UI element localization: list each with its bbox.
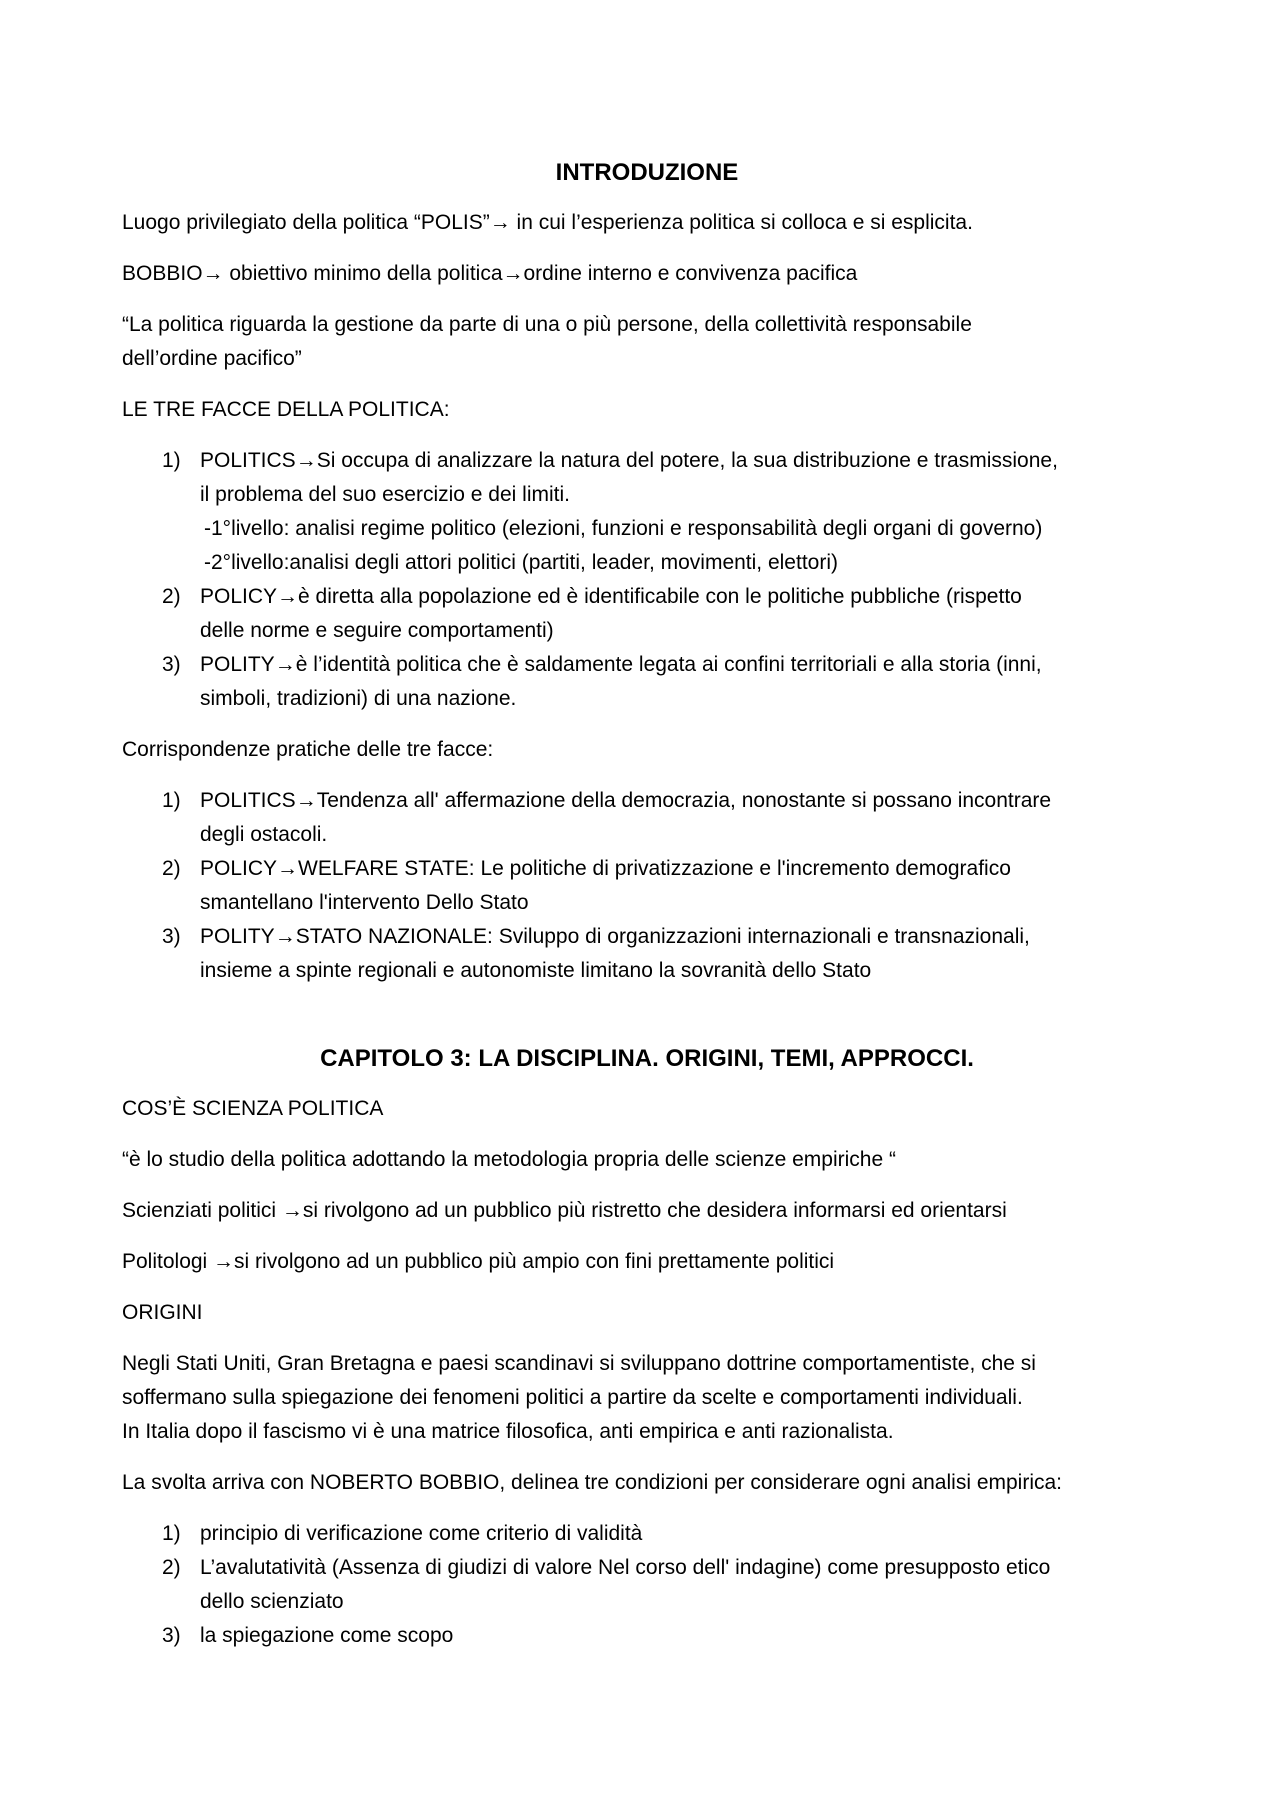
origins-heading: ORIGINI [122,1301,203,1324]
list-item [122,580,1172,648]
list-item-text: la spiegazione come scopo [200,1624,454,1647]
faces-list [122,444,1172,716]
list-item-text: il problema del suo esercizio e dei limiti. [200,483,570,506]
list-item [122,852,1172,920]
list-item-text: POLITICS→Si occupa di analizzare la natura del potere, la sua distribuzione e trasmissione, [200,449,1058,472]
list-item-text: POLICY→è diretta alla popolazione ed è identificabile con le politiche pubbliche (rispetto [200,585,1022,608]
list-item-text: insieme a spinte regionali e autonomiste limitano la sovranità dello Stato [200,959,872,982]
list-item-text: principio di verificazione come criterio di validità [200,1522,643,1545]
list-item [122,1551,1172,1619]
document-body [122,156,1172,1670]
list-item-text: L’avalutatività (Assenza di giudizi di valore Nel corso dell' indagine) come presupposto etico [200,1556,1051,1579]
origins-line: soffermano sulla spiegazione dei fenomeni politici a partire da scelte e comportamenti individuali. [122,1386,1023,1409]
list-item-text: POLICY→WELFARE STATE: Le politiche di privatizzazione e l'incremento demografico [200,857,1011,880]
list-item-text: simboli, tradizioni) di una nazione. [200,687,517,710]
list-number: 3) [162,1624,181,1647]
list-item [122,444,1172,580]
list-number: 2) [162,585,181,608]
list-item-text: degli ostacoli. [200,823,328,846]
intro-title: INTRODUZIONE [555,159,739,186]
list-item-text: dello scienziato [200,1590,344,1613]
list-item [122,648,1172,716]
politologists-paragraph: Politologi →si rivolgono ad un pubblico più ampio con fini prettamente politici [122,1250,835,1273]
chapter3-title: CAPITOLO 3: LA DISCIPLINA. ORIGINI, TEMI, APPROCCI. [320,1045,974,1072]
list-item-text: POLITY→è l’identità politica che è saldamente legata ai confini territoriali e alla storia (inni, [200,653,1042,676]
list-item-text: smantellano l'intervento Dello Stato [200,891,529,914]
origins-line: Negli Stati Uniti, Gran Bretagna e paesi scandinavi si sviluppano dottrine comportamentiste, che si [122,1352,1036,1375]
list-item-text: delle norme e seguire comportamenti) [200,619,554,642]
correspondence-list [122,784,1172,988]
correspondence-heading: Corrispondenze pratiche delle tre facce: [122,738,494,761]
list-number: 3) [162,653,181,676]
list-subitem-text: -2°livello:analisi degli attori politici (partiti, leader, movimenti, elettori) [204,551,838,574]
what-is-heading: COS’È SCIENZA POLITICA [122,1097,384,1120]
list-item [122,1619,1172,1653]
list-number: 1) [162,1522,181,1545]
origins-line: In Italia dopo il fascismo vi è una matrice filosofica, anti empirica e anti razionalista. [122,1420,894,1443]
scientists-paragraph: Scienziati politici →si rivolgono ad un pubblico più ristretto che desidera informarsi ed orientarsi [122,1199,1007,1222]
list-item-text: POLITY→STATO NAZIONALE: Sviluppo di organizzazioni internazionali e transnazionali, [200,925,1030,948]
faces-heading: LE TRE FACCE DELLA POLITICA: [122,398,450,421]
list-number: 2) [162,857,181,880]
list-number: 2) [162,1556,181,1579]
intro-quote-line: dell’ordine pacifico” [122,347,302,370]
list-item [122,920,1172,988]
list-subitem-text: -1°livello: analisi regime politico (elezioni, funzioni e responsabilità degli organi di governo) [204,517,1043,540]
list-number: 3) [162,925,181,948]
intro-quote-line: “La politica riguarda la gestione da parte di una o più persone, della collettività responsabile [122,313,972,336]
list-item-text: POLITICS→Tendenza all' affermazione della democrazia, nonostante si possano incontrare [200,789,1052,812]
conditions-list [122,1517,1172,1653]
list-item [122,784,1172,852]
intro-paragraph-bobbio: BOBBIO→ obiettivo minimo della politica→ordine interno e convivenza pacifica [122,262,858,285]
list-number: 1) [162,449,181,472]
definition-paragraph: “è lo studio della politica adottando la metodologia propria delle scienze empiriche “ [122,1148,896,1171]
list-item [122,1517,1172,1551]
intro-paragraph-polis: Luogo privilegiato della politica “POLIS”→ in cui l’esperienza politica si colloca e si esplicita. [122,211,973,234]
list-number: 1) [162,789,181,812]
turning-point-paragraph: La svolta arriva con NOBERTO BOBBIO, delinea tre condizioni per considerare ogni analisi empirica: [122,1471,1063,1494]
intro-quote [122,308,1172,376]
origins-paragraph [122,1347,1172,1449]
